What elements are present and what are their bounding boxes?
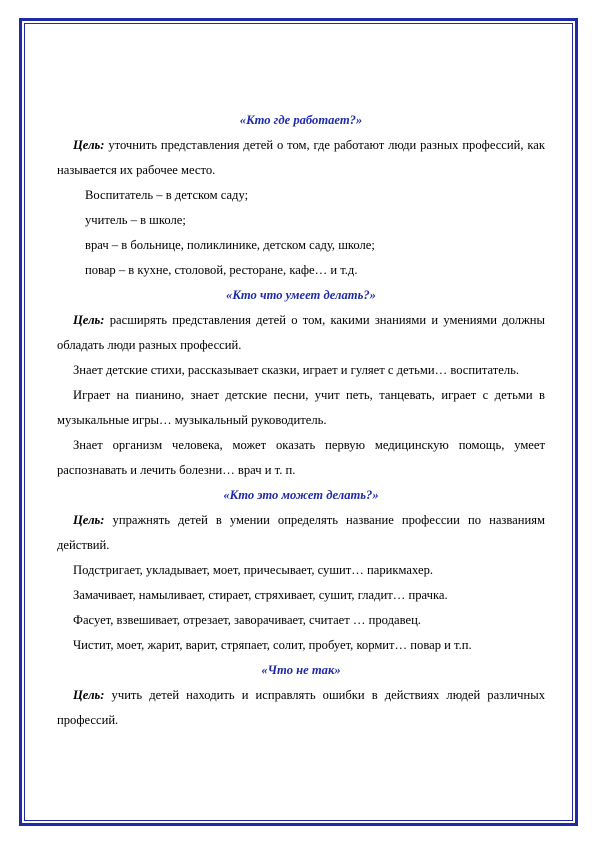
list-line: Подстригает, укладывает, моет, причесывает, сушит… парикмахер. [73,563,434,577]
body-paragraph: Играет на пианино, знает детские песни, учит петь, танцевать, играет с детьми в музыкальные игры… музыкальный руководитель. [57,388,545,427]
goal-label: Цель: [73,313,105,327]
list-line: врач – в больнице, поликлинике, детском саду, школе; [85,238,375,252]
goal-paragraph [57,508,545,558]
list-line: повар – в кухне, столовой, ресторане, кафе… и т.д. [85,263,358,277]
body-paragraph: Знает детские стихи, рассказывает сказки, играет и гуляет с детьми… воспитатель. [73,363,520,377]
goal-label: Цель: [73,513,105,527]
goal-text: расширять представления детей о том, какими знаниями и умениями должны обладать люди разных профессий. [57,313,545,352]
goal-paragraph [57,683,545,733]
goal-label: Цель: [73,688,105,702]
goal-paragraph [57,133,545,183]
goal-text: учить детей находить и исправлять ошибки в действиях людей различных профессий. [57,688,545,727]
list-line: учитель – в школе; [85,213,186,227]
list-line: Замачивает, намыливает, стирает, стряхивает, сушит, гладит… прачка. [73,588,448,602]
goal-label: Цель: [73,138,105,152]
section-title: «Кто что умеет делать?» [226,288,376,302]
goal-text: уточнить представления детей о том, где работают люди разных профессий, как называется их рабочее место. [57,138,545,177]
section-title: «Кто это может делать?» [223,488,379,502]
goal-text: упражнять детей в умении определять название профессии по названиям действий. [57,513,545,552]
section-title: «Кто где работает?» [239,113,363,127]
goal-paragraph [57,308,545,358]
document-body [57,108,545,733]
section-title: «Что не так» [261,663,341,677]
list-line: Чистит, моет, жарит, варит, стряпает, солит, пробует, кормит… повар и т.п. [73,638,472,652]
list-line: Воспитатель – в детском саду; [85,188,249,202]
body-paragraph: Знает организм человека, может оказать первую медицинскую помощь, умеет распознавать и лечить болезни… врач и т. п. [57,438,545,477]
list-line: Фасует, взвешивает, отрезает, заворачивает, считает … продавец. [73,613,421,627]
